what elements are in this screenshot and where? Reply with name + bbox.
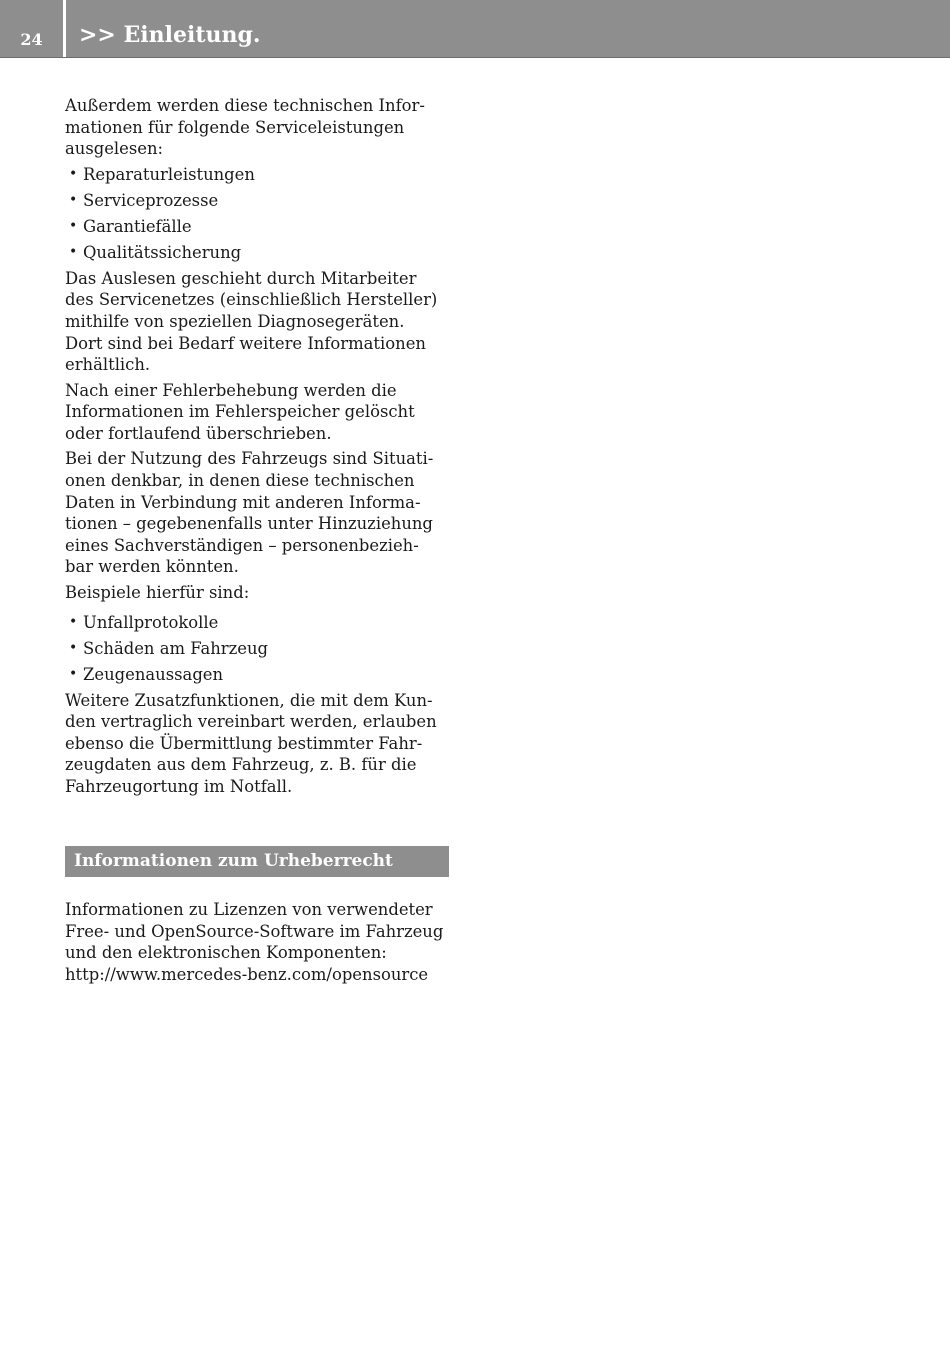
readout-paragraph: Das Auslesen geschieht durch Mitarbeiter des Servicenetzes (einschließlich Hersteller) mithilfe von speziellen Diagnosegeräten. Dort sind bei Bedarf weitere Informationen erhältlich. (65, 268, 438, 375)
copyright-section-title: Informationen zum Urheberrecht (65, 846, 449, 877)
bullet-icon: • (69, 243, 78, 260)
opensource-link[interactable]: http://www.mercedes-benz.com/opensource (65, 964, 429, 984)
usage-paragraph: Bei der Nutzung des Fahrzeugs sind Situati- onen denkbar, in denen diese technischen Daten in Verbindung mit anderen Informa- tionen – gegebenenfalls unter Hinzuziehung eines Sachverständigen – personenbezieh- bar werden könnten. (65, 449, 434, 577)
bullet-icon: • (69, 613, 78, 630)
main-content (65, 95, 455, 802)
bullet-icon: • (69, 165, 78, 182)
list-item: • Zeugenaussagen (69, 664, 224, 684)
service-list (65, 164, 455, 264)
fault-paragraph: Nach einer Fehlerbehebung werden die Informationen im Fehlerspeicher gelöscht oder fortlaufend überschrieben. (65, 380, 415, 443)
list-item: • Reparaturleistungen (69, 164, 255, 184)
bullet-icon: • (69, 217, 78, 234)
list-item: • Garantiefälle (69, 216, 192, 236)
intro-paragraph: Außerdem werden diese technischen Infor- mationen für folgende Serviceleistungen ausgelesen: (65, 96, 425, 159)
additional-paragraph: Weitere Zusatzfunktionen, die mit dem Kun- den vertraglich vereinbart werden, erlauben ebenso die Übermittlung bestimmter Fahr- zeugdaten aus dem Fahrzeug, z. B. für die Fahrzeugortung im Notfall. (65, 690, 437, 796)
bullet-icon: • (69, 191, 78, 208)
chapter-title: >> Einleitung. (79, 22, 261, 48)
copyright-content (65, 899, 460, 989)
list-item: • Serviceprozesse (69, 190, 219, 210)
page-number: 24 (20, 30, 43, 49)
header-divider (63, 0, 66, 57)
list-item: • Unfallprotokolle (69, 612, 219, 632)
list-item: • Qualitätssicherung (69, 242, 242, 262)
list-item: • Schäden am Fahrzeug (69, 638, 269, 658)
bullet-icon: • (69, 665, 78, 682)
examples-intro: Beispiele hierfür sind: (65, 583, 250, 603)
copyright-paragraph: Informationen zu Lizenzen von verwendeter Free- und OpenSource-Software im Fahrzeug und den elektronischen Komponenten: http://www.mercedes-benz.com/opensource (65, 900, 444, 984)
page-header (0, 0, 950, 58)
examples-list (65, 612, 455, 686)
bullet-icon: • (69, 639, 78, 656)
